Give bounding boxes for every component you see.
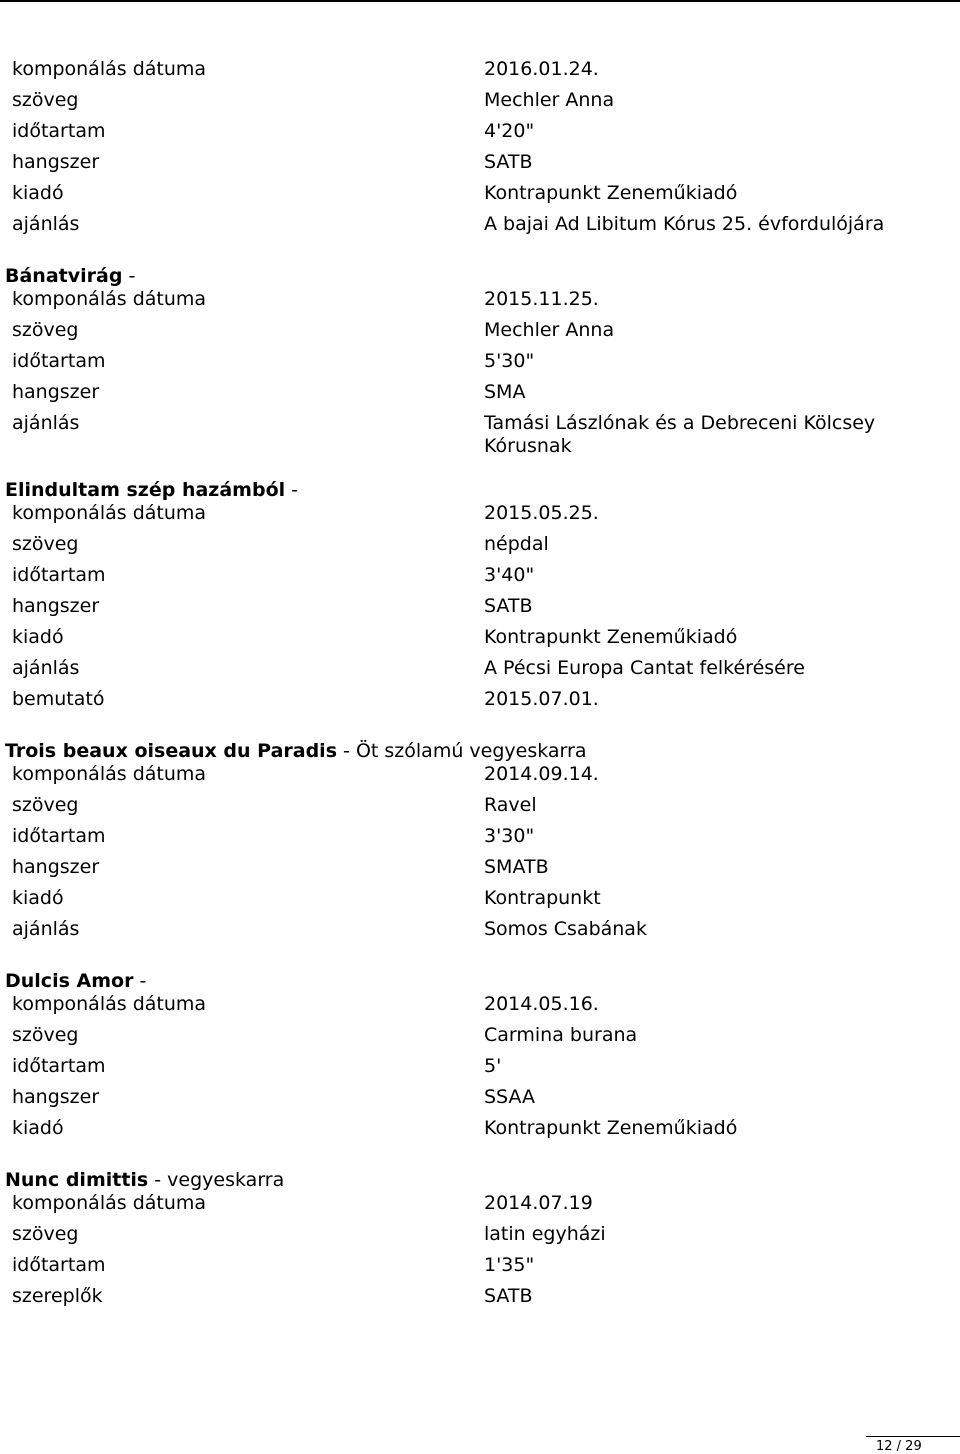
field-value: Kontrapunkt Zeneműkiadó [484,182,738,204]
field-row [0,626,960,657]
field-label: hangszer [12,856,100,878]
field-value: 5'30" [484,350,535,372]
work-title-text: Nunc dimittis [5,1169,149,1191]
field-value: 3'30" [484,825,535,847]
field-label: szöveg [12,319,79,341]
top-rule [0,0,960,2]
field-label: komponálás dátuma [12,58,207,80]
field-row [0,381,960,412]
field-value: A bajai Ad Libitum Kórus 25. évfordulójára [484,213,885,235]
field-value: 2015.07.01. [484,688,599,710]
work-title [0,264,960,288]
work-entry [0,969,960,1148]
field-row [0,120,960,151]
field-row [0,319,960,350]
work-subtitle: - [285,479,305,501]
field-label: kiadó [12,182,64,204]
field-value: 1'35" [484,1254,535,1276]
field-row [0,213,960,244]
footer-rule [866,1436,960,1437]
field-row [0,151,960,182]
field-value: Ravel [484,794,537,816]
work-entry [0,58,960,244]
field-label: ajánlás [12,918,80,940]
field-row [0,350,960,381]
field-row [0,288,960,319]
field-label: komponálás dátuma [12,993,207,1015]
field-value: 2014.09.14. [484,763,599,785]
field-value: SSAA [484,1086,535,1108]
field-row [0,1254,960,1285]
field-row [0,533,960,564]
field-row [0,688,960,719]
field-label: időtartam [12,350,106,372]
field-value: 2014.07.19 [484,1192,593,1214]
field-label: időtartam [12,1055,106,1077]
field-row [0,887,960,918]
field-row [0,182,960,213]
field-row [0,918,960,949]
field-value: 2016.01.24. [484,58,599,80]
field-value: Mechler Anna [484,319,615,341]
field-row [0,595,960,626]
field-value: Mechler Anna [484,89,615,111]
field-value: 2014.05.16. [484,993,599,1015]
field-row [0,1055,960,1086]
field-value: Tamási Lászlónak és a Debreceni Kölcsey Kórusnak [484,412,876,457]
field-row [0,763,960,794]
field-row [0,1223,960,1254]
field-value: 4'20" [484,120,535,142]
field-row [0,993,960,1024]
field-value: latin egyházi [484,1223,606,1245]
field-label: időtartam [12,564,106,586]
field-value: Kontrapunkt [484,887,601,909]
work-entry [0,1168,960,1316]
field-row [0,794,960,825]
field-label: hangszer [12,595,100,617]
work-title [0,739,960,763]
field-row [0,1117,960,1148]
field-label: komponálás dátuma [12,763,207,785]
field-row [0,1192,960,1223]
work-title-text: Dulcis Amor [5,970,134,992]
work-title-text: Trois beaux oiseaux du Paradis [5,740,338,762]
field-label: komponálás dátuma [12,1192,207,1214]
field-label: bemutató [12,688,105,710]
field-label: ajánlás [12,213,80,235]
field-value: SMA [484,381,526,403]
field-label: időtartam [12,120,106,142]
field-label: szöveg [12,533,79,555]
field-label: hangszer [12,381,100,403]
field-row [0,657,960,688]
field-label: szöveg [12,89,79,111]
field-row [0,1086,960,1117]
work-entry [0,478,960,719]
work-title-text: Bánatvirág [5,265,123,287]
field-row [0,412,960,458]
work-title [0,969,960,993]
field-value: SMATB [484,856,549,878]
field-label: kiadó [12,1117,64,1139]
field-row [0,58,960,89]
field-label: komponálás dátuma [12,288,207,310]
field-row [0,856,960,887]
work-entry [0,739,960,949]
work-subtitle: - [122,265,142,287]
field-label: komponálás dátuma [12,502,207,524]
field-label: szöveg [12,794,79,816]
field-value: Carmina burana [484,1024,638,1046]
work-subtitle: - Öt szólamú vegyeskarra [337,740,587,762]
field-value: Somos Csabának [484,918,647,940]
field-label: ajánlás [12,412,80,434]
work-title [0,478,960,502]
field-label: szereplők [12,1285,103,1307]
field-label: szöveg [12,1223,79,1245]
field-value: A Pécsi Europa Cantat felkérésére [484,657,805,679]
field-value: 5' [484,1055,502,1077]
field-value: Kontrapunkt Zeneműkiadó [484,626,738,648]
work-title-text: Elindultam szép hazámból [5,479,286,501]
field-label: időtartam [12,1254,106,1276]
field-label: hangszer [12,1086,100,1108]
field-row [0,502,960,533]
field-row [0,1024,960,1055]
field-label: kiadó [12,887,64,909]
field-value: Kontrapunkt Zeneműkiadó [484,1117,738,1139]
field-row [0,564,960,595]
page-number: 12 / 29 [876,1439,922,1454]
field-value: 2015.05.25. [484,502,599,524]
work-subtitle: - vegyeskarra [148,1169,285,1191]
field-value: SATB [484,151,533,173]
field-label: hangszer [12,151,100,173]
field-label: ajánlás [12,657,80,679]
field-value: SATB [484,1285,533,1307]
work-title [0,1168,960,1192]
field-value: népdal [484,533,549,555]
field-label: szöveg [12,1024,79,1046]
field-row [0,825,960,856]
field-value: 2015.11.25. [484,288,599,310]
work-entry [0,264,960,458]
work-subtitle: - [133,970,153,992]
field-value: SATB [484,595,533,617]
field-value: 3'40" [484,564,535,586]
field-row [0,1285,960,1316]
field-row [0,89,960,120]
works-list [0,58,960,1336]
field-label: kiadó [12,626,64,648]
field-label: időtartam [12,825,106,847]
